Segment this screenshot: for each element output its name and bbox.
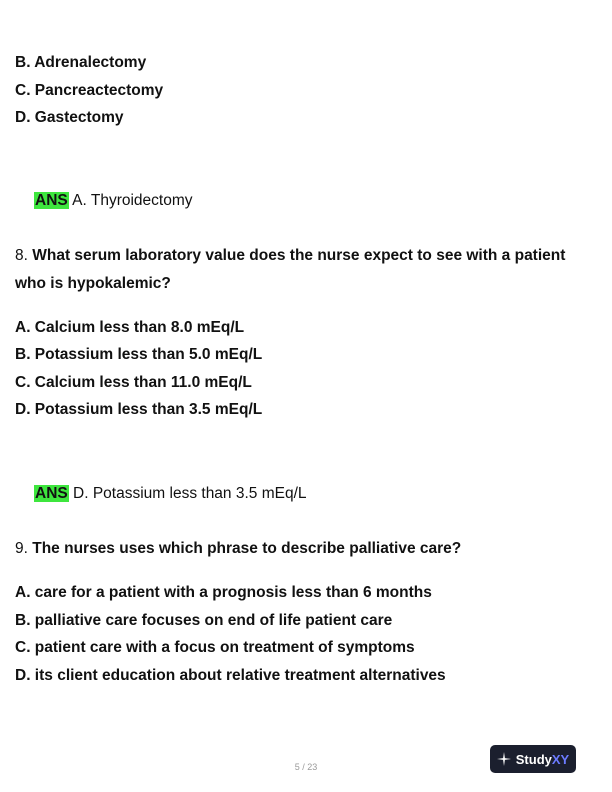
question-text: The nurses uses which phrase to describe palliative care? xyxy=(32,540,462,557)
option-b: B. Adrenalectomy xyxy=(15,54,147,71)
plus-sparkle-icon xyxy=(497,752,511,766)
question-text-cont: who is hypokalemic? xyxy=(15,275,171,292)
ans-tag: ANS xyxy=(35,485,68,502)
option-d: D. Gastectomy xyxy=(15,109,124,126)
option-d: D. its client education about relative treatment alternatives xyxy=(15,667,446,684)
option-c: C. Calcium less than 11.0 mEq/L xyxy=(15,374,252,391)
option-b: B. palliative care focuses on end of life patient care xyxy=(15,612,393,629)
option-a: A. Calcium less than 8.0 mEq/L xyxy=(15,319,245,336)
ans-tag: ANS xyxy=(35,192,68,209)
question-number: 9. xyxy=(15,540,33,557)
question-number: 8. xyxy=(15,247,33,264)
option-a: A. care for a patient with a prognosis less than 6 months xyxy=(15,584,432,601)
brand-name xyxy=(516,752,569,767)
option-c: C. patient care with a focus on treatment of symptoms xyxy=(15,639,415,656)
brand-main: Study xyxy=(515,751,552,767)
brand-accent: XY xyxy=(551,751,570,767)
question-9 xyxy=(15,539,461,559)
option-c: C. Pancreactectomy xyxy=(15,82,164,99)
question-text: What serum laboratory value does the nurse expect to see with a patient xyxy=(32,247,566,264)
answer-line xyxy=(34,191,193,211)
page-number: 5 / 23 xyxy=(294,762,318,772)
answer-text: D. Potassium less than 3.5 mEq/L xyxy=(68,485,307,502)
answer-text: A. Thyroidectomy xyxy=(68,192,193,209)
option-b: B. Potassium less than 5.0 mEq/L xyxy=(15,346,263,363)
option-d: D. Potassium less than 3.5 mEq/L xyxy=(15,401,263,418)
question-8 xyxy=(15,246,565,266)
studyxy-logo[interactable] xyxy=(490,745,576,773)
answer-line xyxy=(34,484,307,504)
